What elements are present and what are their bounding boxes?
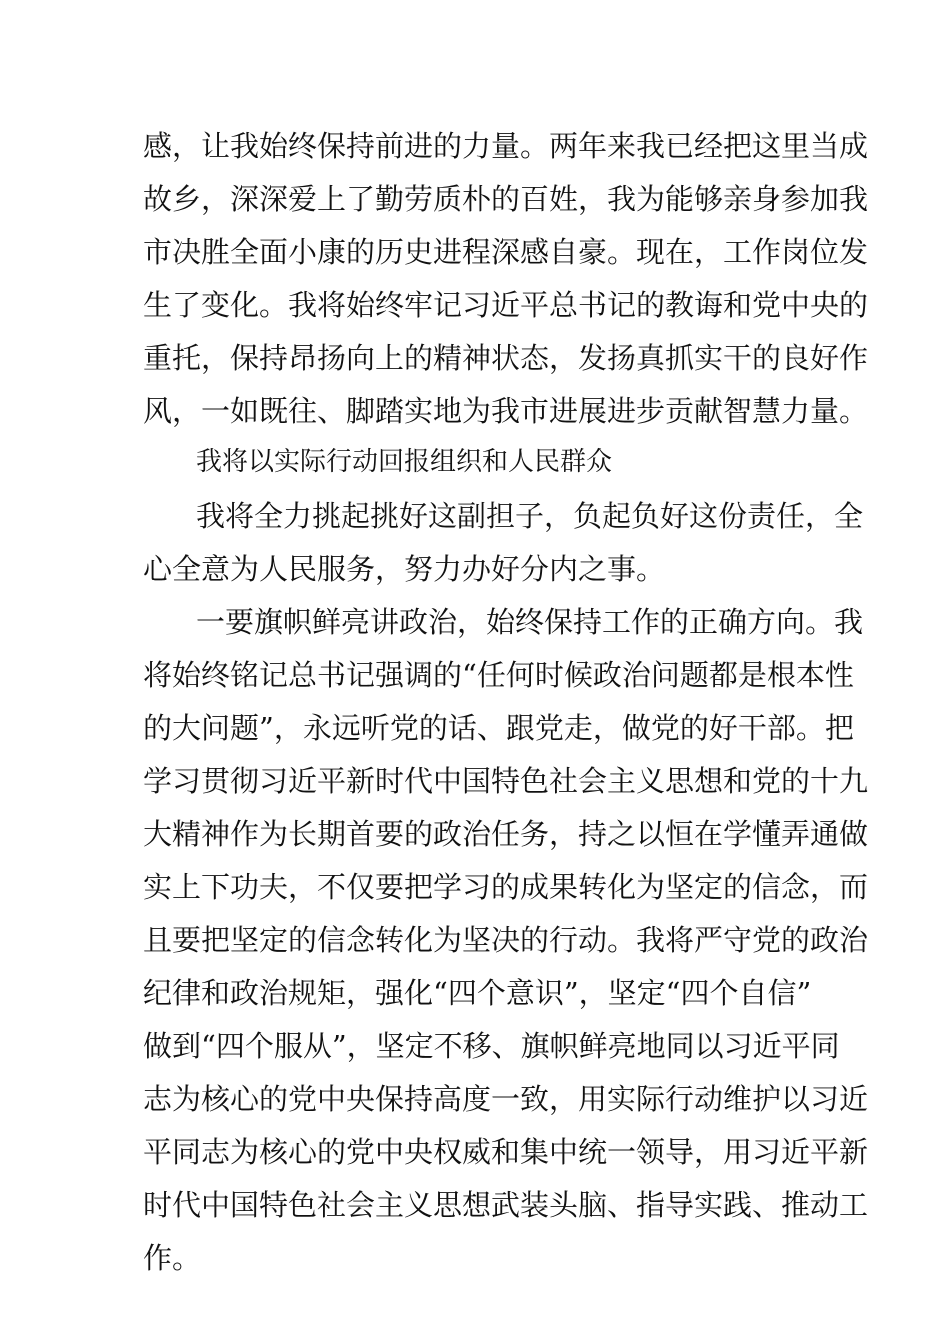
text-line: 生了变化。我将始终牢记习近平总书记的教诲和党中央的 — [143, 288, 869, 322]
text-line: 大精神作为长期首要的政治任务，持之以恒在学懂弄通做 — [143, 817, 869, 851]
text-line: 做到“四个服从”，坚定不移、旗帜鲜亮地同以习近平同 — [143, 1029, 840, 1063]
text-line: 我将全力挑起挑好这副担子，负起负好这份责任，全 — [196, 499, 864, 533]
text-line: 感，让我始终保持前进的力量。两年来我已经把这里当成 — [143, 129, 869, 163]
paragraph-3 — [143, 596, 869, 1285]
text-line: 时代中国特色社会主义思想武装头脑、指导实践、推动工 — [143, 1188, 869, 1222]
text-line: 纪律和政治规矩，强化“四个意识”，坚定“四个自信” — [143, 976, 812, 1010]
text-line: 一要旗帜鲜亮讲政治，始终保持工作的正确方向。我 — [196, 605, 864, 639]
text-line: 风，一如既往、脚踏实地为我市进展进步贡献智慧力量。 — [143, 394, 869, 428]
text-line: 心全意为人民服务，努力办好分内之事。 — [143, 552, 666, 586]
text-line: 作。 — [143, 1241, 202, 1275]
text-line: 平同志为核心的党中央权威和集中统一领导，用习近平新 — [143, 1135, 869, 1169]
text-line: 志为核心的党中央保持高度一致，用实际行动维护以习近 — [143, 1082, 869, 1116]
text-line: 的大问题”，永远听党的话、跟党走，做党的好干部。把 — [143, 711, 854, 745]
text-line: 实上下功夫，不仅要把学习的成果转化为坚定的信念，而 — [143, 870, 869, 904]
text-line: 学习贯彻习近平新时代中国特色社会主义思想和党的十九 — [143, 764, 869, 798]
section-heading: 我将以实际行动回报组织和人民群众 — [196, 447, 613, 477]
paragraph-1 — [143, 120, 869, 438]
text-line: 故乡，深深爱上了勤劳质朴的百姓，我为能够亲身参加我 — [143, 182, 869, 216]
text-line: 重托，保持昂扬向上的精神状态，发扬真抓实干的良好作 — [143, 341, 869, 375]
text-line: 市决胜全面小康的历史进程深感自豪。现在，工作岗位发 — [143, 235, 869, 269]
text-line: 将始终铭记总书记强调的“任何时候政治问题都是根本性 — [143, 658, 854, 692]
document-page — [143, 120, 869, 1285]
text-line: 且要把坚定的信念转化为坚决的行动。我将严守党的政治 — [143, 923, 869, 957]
paragraph-2 — [143, 490, 864, 596]
